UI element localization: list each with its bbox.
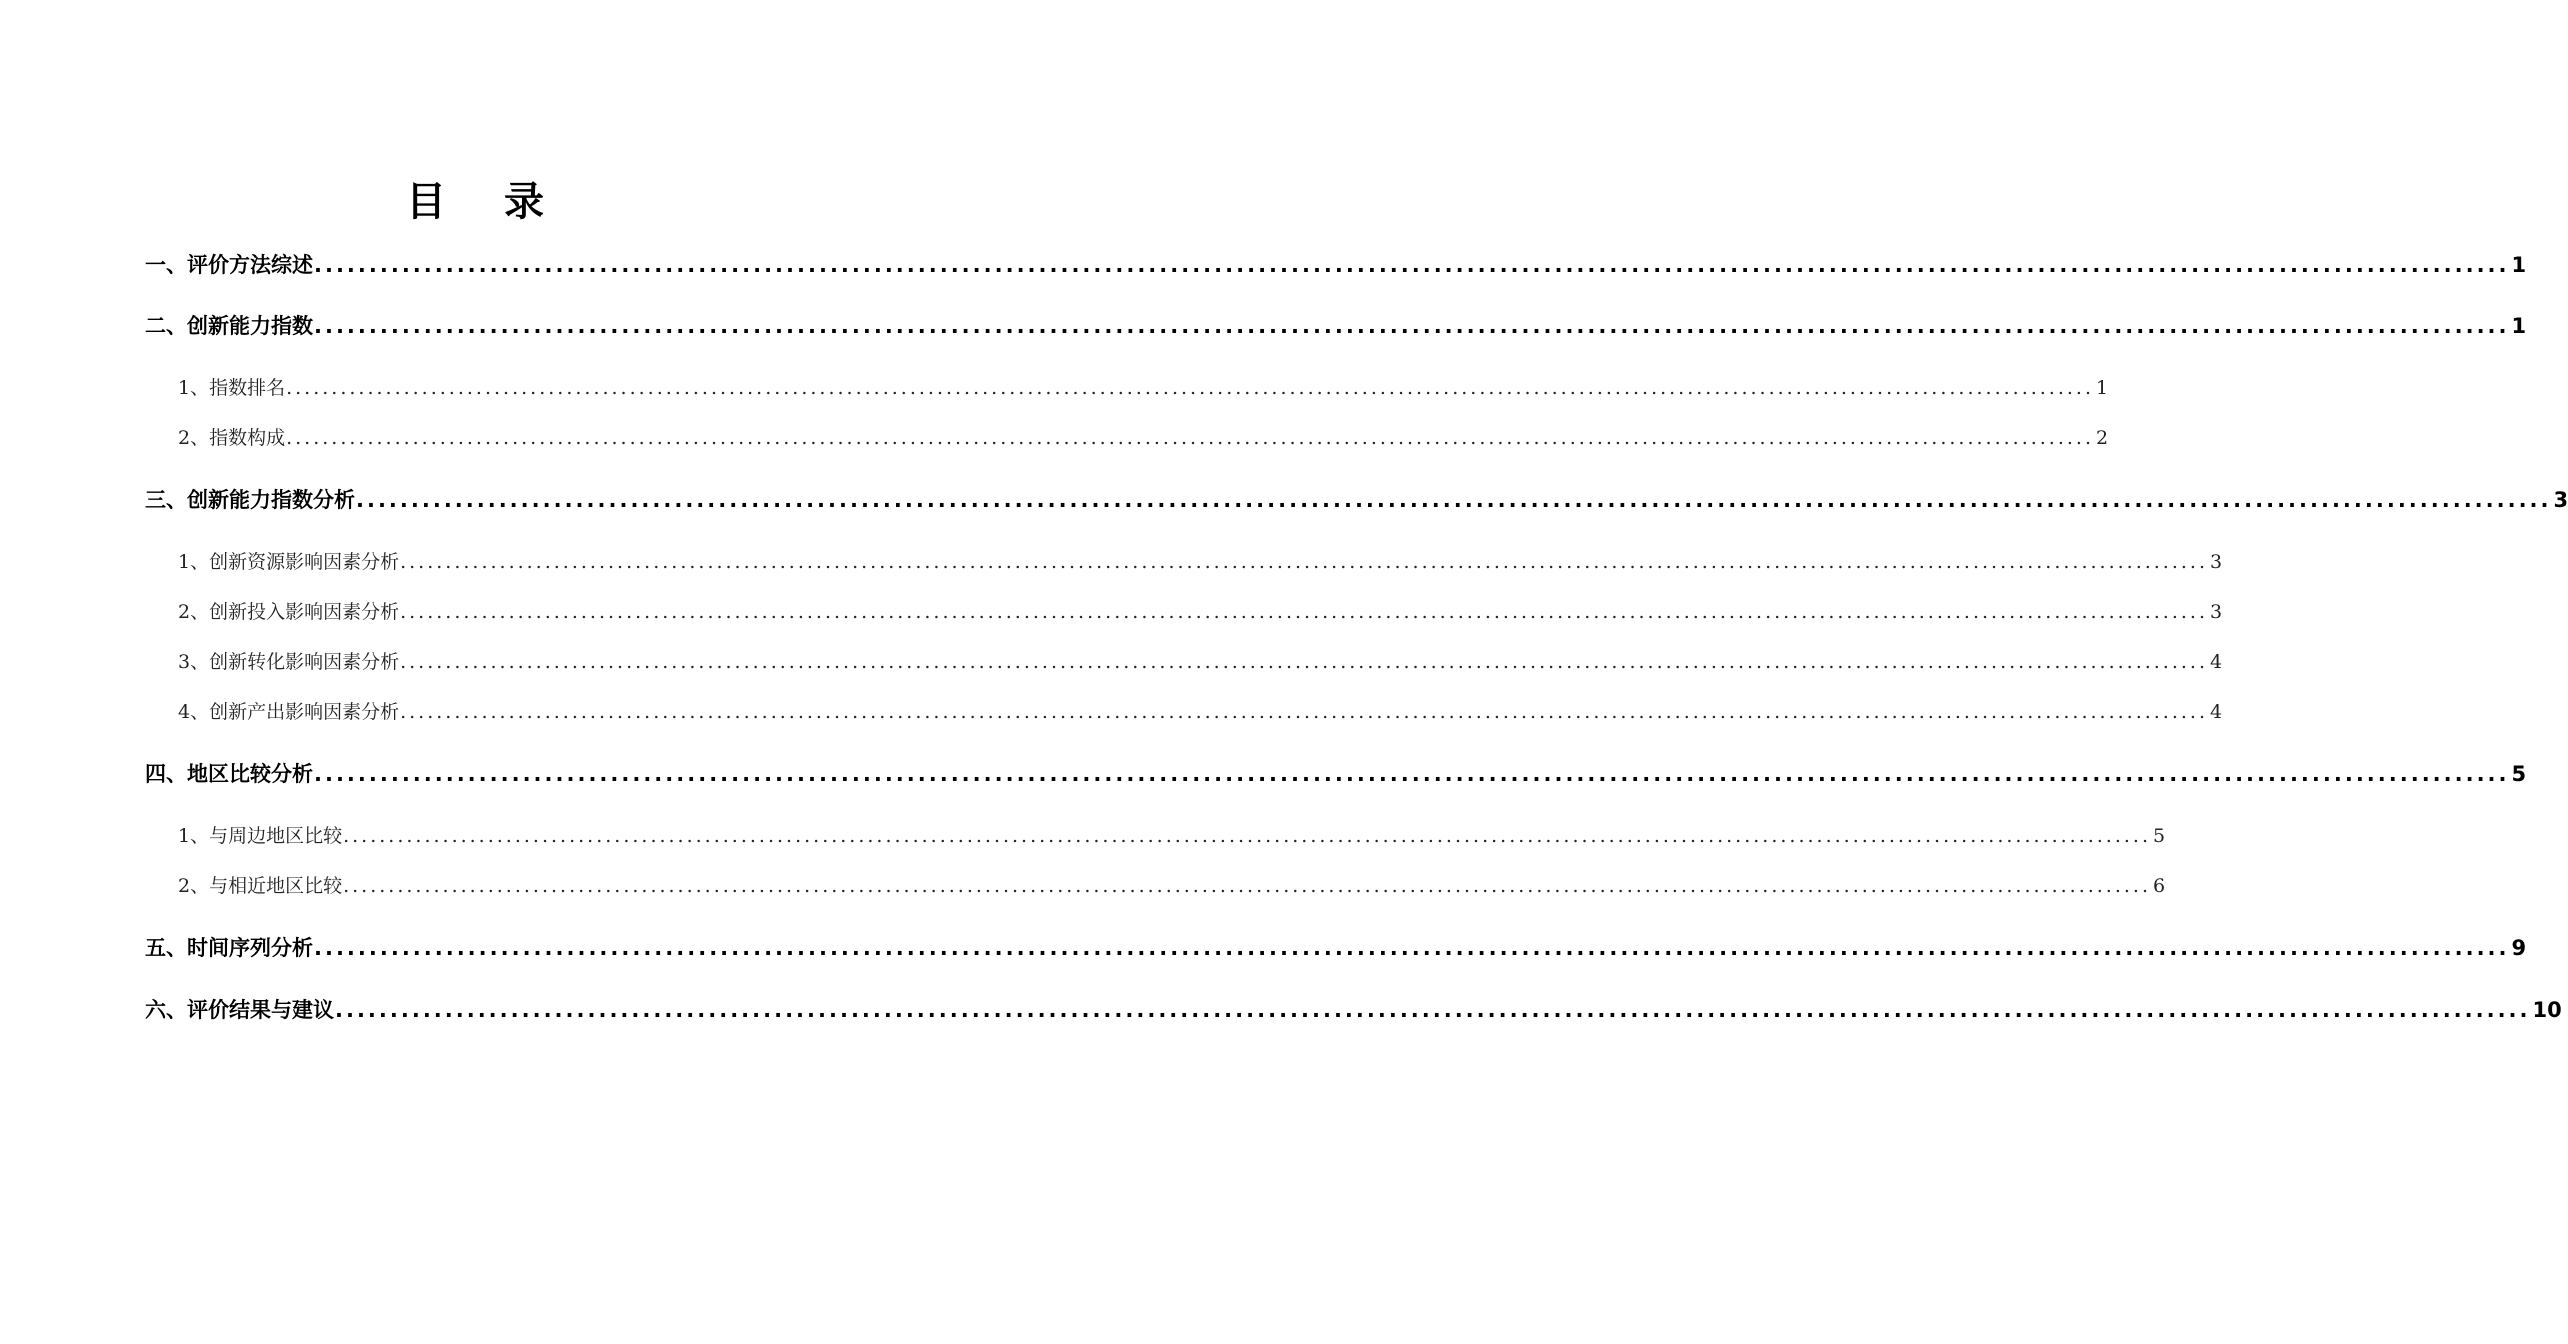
toc-page-number: 5 <box>2511 762 2527 786</box>
toc-page-number: 1 <box>2511 253 2527 277</box>
toc-dot-leader: ........................................................................................................................................................................................................ <box>314 314 2510 338</box>
toc-dot-leader: ........................................................................................................................................................................................................ <box>400 551 2209 573</box>
toc-entry-label: 3、创新转化影响因素分析 <box>178 651 400 673</box>
toc-page-number: 1 <box>2511 314 2527 338</box>
toc-entry-chapter[interactable] <box>145 995 2562 1025</box>
toc-page-number: 3 <box>2210 601 2223 623</box>
toc-entry-label: 二、创新能力指数 <box>145 314 313 338</box>
toc-page-number: 1 <box>2096 377 2109 399</box>
toc-entry-section[interactable] <box>178 871 2166 901</box>
toc-entry-label: 1、指数排名 <box>178 377 286 399</box>
toc-dot-leader: ........................................................................................................................................................................................................ <box>314 253 2510 277</box>
toc-entry-chapter[interactable] <box>145 250 2527 280</box>
toc-entry-label: 2、指数构成 <box>178 427 286 449</box>
toc-page-number: 4 <box>2210 651 2223 673</box>
toc-entry-section[interactable] <box>178 423 2109 453</box>
toc-entry-section[interactable] <box>178 821 2166 851</box>
toc-dot-leader: ........................................................................................................................................................................................................ <box>286 427 2095 449</box>
toc-entry-label: 六、评价结果与建议 <box>145 998 334 1022</box>
toc-entry-section[interactable] <box>178 547 2223 577</box>
toc-page-number: 3 <box>2210 551 2223 573</box>
toc-page-number: 5 <box>2153 825 2166 847</box>
toc-page-number: 9 <box>2511 936 2527 960</box>
toc-entry-label: 四、地区比较分析 <box>145 762 313 786</box>
toc-entry-label: 1、创新资源影响因素分析 <box>178 551 400 573</box>
toc-entry-label: 五、时间序列分析 <box>145 936 313 960</box>
toc-entry-section[interactable] <box>178 697 2223 727</box>
toc-entry-label: 2、创新投入影响因素分析 <box>178 601 400 623</box>
toc-dot-leader: ........................................................................................................................................................................................................ <box>400 651 2209 673</box>
toc-page-number: 3 <box>2553 488 2568 512</box>
toc-entry-label: 2、与相近地区比较 <box>178 875 343 897</box>
toc-dot-leader: ........................................................................................................................................................................................................ <box>335 998 2531 1022</box>
toc-entry-section[interactable] <box>178 597 2223 627</box>
toc-entry-chapter[interactable] <box>145 759 2527 789</box>
toc-entry-label: 1、与周边地区比较 <box>178 825 343 847</box>
toc-page-number: 2 <box>2096 427 2109 449</box>
toc-entry-label: 4、创新产出影响因素分析 <box>178 701 400 723</box>
toc-dot-leader: ........................................................................................................................................................................................................ <box>343 875 2152 897</box>
toc-dot-leader: ........................................................................................................................................................................................................ <box>314 762 2510 786</box>
toc-dot-leader: ........................................................................................................................................................................................................ <box>356 488 2552 512</box>
toc-page-number: 6 <box>2153 875 2166 897</box>
page-title: 目 录 <box>406 179 566 225</box>
toc-dot-leader: ........................................................................................................................................................................................................ <box>400 701 2209 723</box>
toc-dot-leader: ........................................................................................................................................................................................................ <box>314 936 2510 960</box>
toc-entry-chapter[interactable] <box>145 933 2527 963</box>
toc-page-number: 4 <box>2210 701 2223 723</box>
toc-entry-section[interactable] <box>178 373 2109 403</box>
toc-entry-label: 三、创新能力指数分析 <box>145 488 355 512</box>
toc-entry-section[interactable] <box>178 647 2223 677</box>
toc-entry-chapter[interactable] <box>145 485 2568 515</box>
toc-entry-chapter[interactable] <box>145 311 2527 341</box>
toc-page-number: 10 <box>2532 998 2562 1022</box>
toc-dot-leader: ........................................................................................................................................................................................................ <box>286 377 2095 399</box>
toc-dot-leader: ........................................................................................................................................................................................................ <box>400 601 2209 623</box>
toc-dot-leader: ........................................................................................................................................................................................................ <box>343 825 2152 847</box>
toc-entry-label: 一、评价方法综述 <box>145 253 313 277</box>
